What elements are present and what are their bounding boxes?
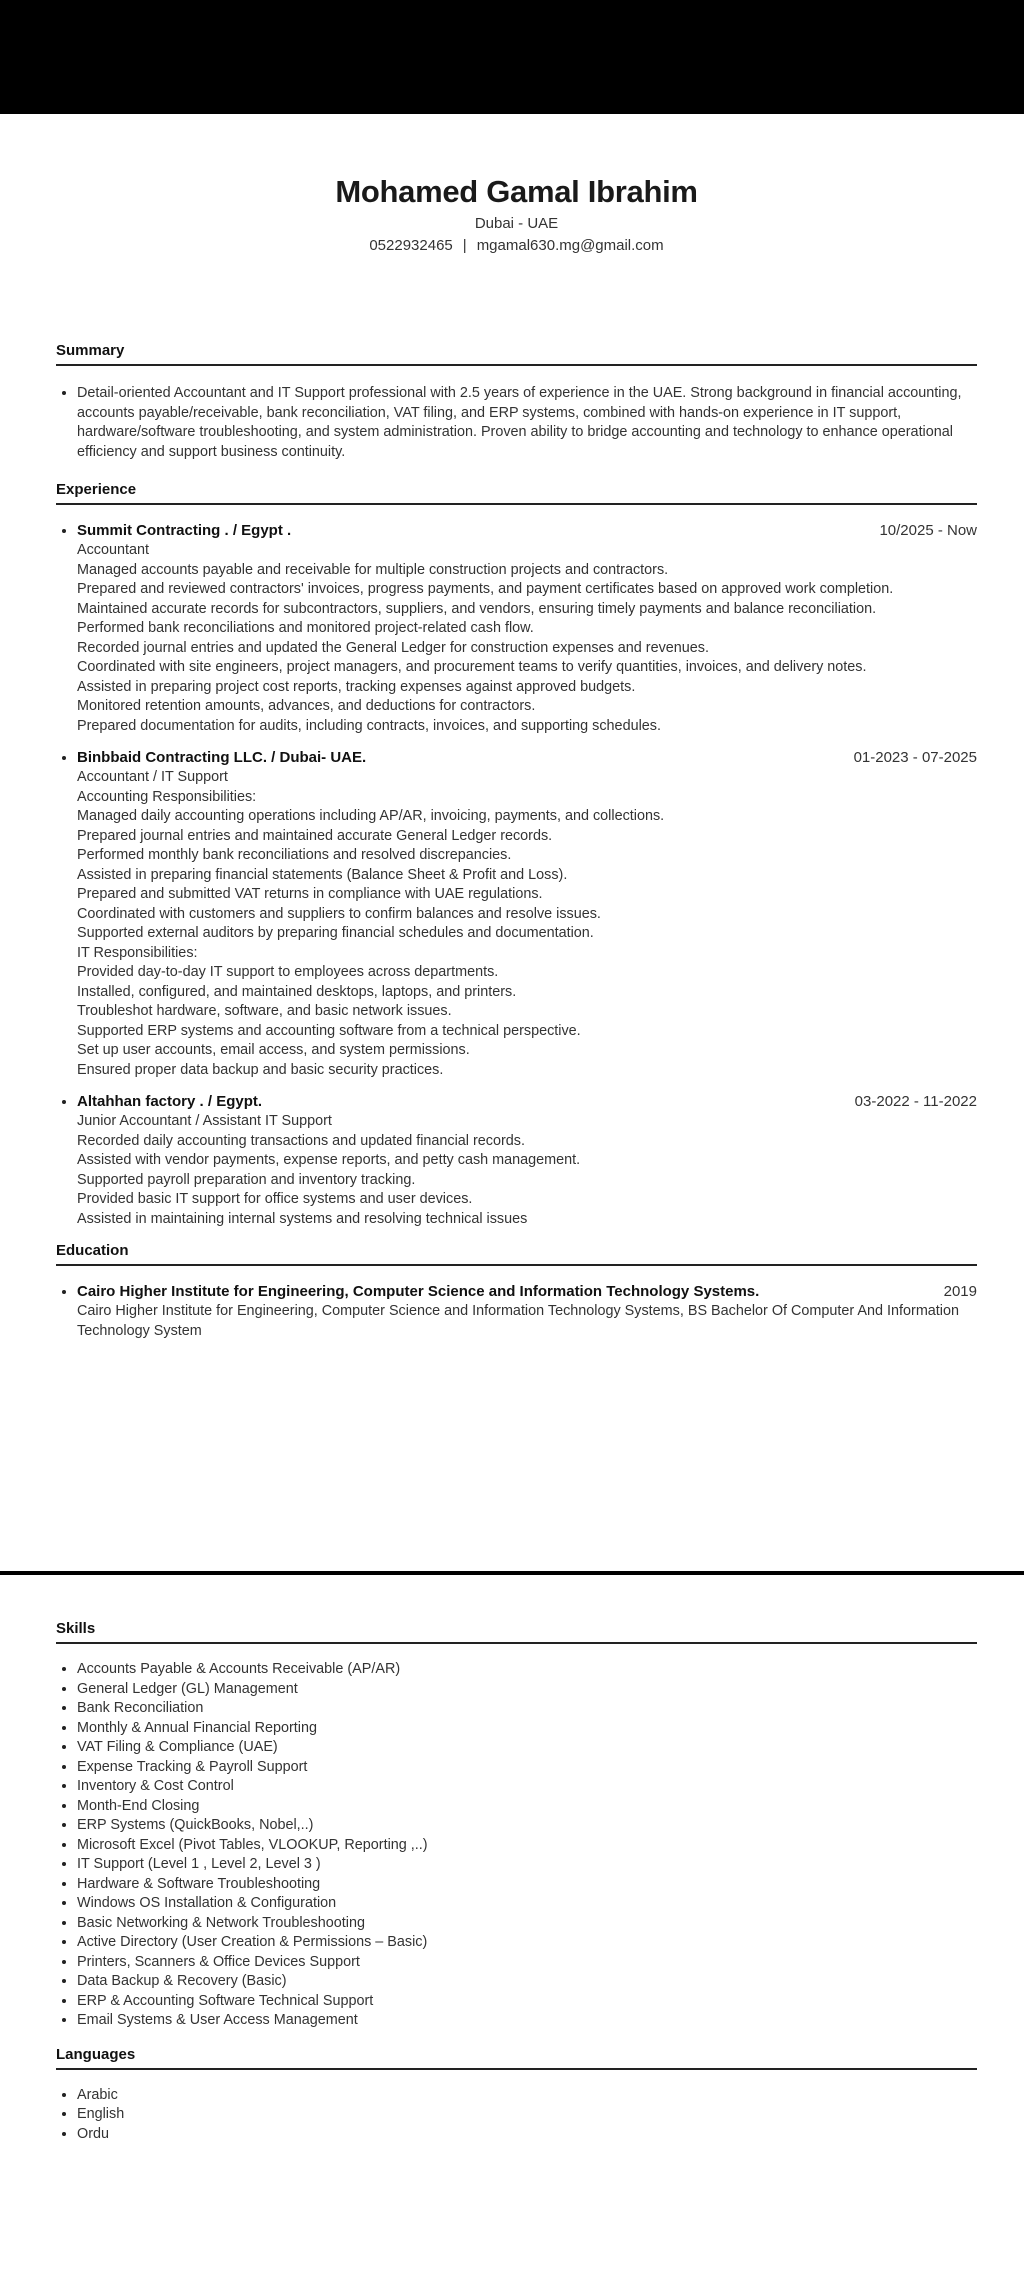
experience-item <box>77 748 977 1080</box>
top-black-bar <box>0 0 1024 114</box>
company-name: • Summit Contracting . / Egypt . <box>77 522 292 539</box>
job-dates: 03-2022 - 11-2022 <box>854 1093 977 1110</box>
skill-item: • Month-End Closing <box>77 1797 977 1817</box>
job-duty: Supported external auditors by preparing financial schedules and documentation. <box>77 925 594 941</box>
job-duty: Assisted in preparing project cost reports, tracking expenses against approved budgets. <box>77 678 636 695</box>
experience-item <box>77 1092 977 1229</box>
candidate-location: Dubai - UAE <box>474 215 559 232</box>
job-duty: Coordinated with site engineers, project managers, and procurement teams to verify quantities, invoices, and delivery notes. <box>77 659 867 675</box>
job-duty: Assisted in preparing financial statements (Balance Sheet & Profit and Loss). <box>77 866 568 883</box>
languages-section <box>56 2045 977 2145</box>
job-duty: Ensured proper data backup and basic security practices. <box>77 1061 444 1078</box>
skill-item: • Hardware & Software Troubleshooting <box>77 1875 977 1895</box>
resume-page-1 <box>56 114 977 1341</box>
job-duty: Installed, configured, and maintained desktops, laptops, and printers. <box>77 983 517 1000</box>
company-name: • Binbbaid Contracting LLC. / Dubai- UAE. <box>77 749 367 766</box>
job-role: Accountant / IT Support <box>77 769 228 785</box>
education-section <box>56 1241 977 1341</box>
school-name: • Cairo Higher Institute for Engineering, Computer Science and Information Technology Systems. <box>77 1283 760 1300</box>
summary-title: Summary <box>56 341 977 366</box>
skill-item: • Accounts Payable & Accounts Receivable (AP/AR) <box>77 1660 977 1680</box>
experience-list <box>56 521 977 1229</box>
languages-list <box>56 2086 977 2145</box>
company-name: • Altahhan factory . / Egypt. <box>77 1093 263 1110</box>
skills-list <box>56 1660 977 2031</box>
email-address: mgamal630.mg@gmail.com <box>476 237 664 254</box>
job-duty: Provided day-to-day IT support to employees across departments. <box>77 964 499 980</box>
job-duty: Monitored retention amounts, advances, and deductions for contractors. <box>77 698 536 714</box>
language-item: • Ordu <box>77 2125 977 2145</box>
job-duty: Supported payroll preparation and inventory tracking. <box>77 1171 416 1188</box>
job-duty: Recorded journal entries and updated the General Ledger for construction expenses and revenues. <box>77 639 710 656</box>
skill-item: • Printers, Scanners & Office Devices Support <box>77 1953 977 1973</box>
graduation-year: 2019 <box>943 1283 977 1300</box>
skill-item: • Expense Tracking & Payroll Support <box>77 1758 977 1778</box>
skill-item: • Monthly & Annual Financial Reporting <box>77 1719 977 1739</box>
skill-item: • Email Systems & User Access Management <box>77 2011 977 2031</box>
skill-item: • VAT Filing & Compliance (UAE) <box>77 1738 977 1758</box>
education-detail: Cairo Higher Institute for Engineering, Computer Science and Information Technology Systems, BS Bachelor Of Computer And Information Technology System <box>77 1303 960 1339</box>
languages-title: Languages <box>56 2045 977 2070</box>
job-duty: Recorded daily accounting transactions and updated financial records. <box>77 1132 525 1149</box>
job-duty: IT Responsibilities: <box>77 944 198 961</box>
experience-item <box>77 521 977 736</box>
skill-item: • Basic Networking & Network Troubleshooting <box>77 1914 977 1934</box>
job-duty: Accounting Responsibilities: <box>77 788 257 805</box>
experience-title: Experience <box>56 480 977 505</box>
job-dates: 10/2025 - Now <box>879 522 977 539</box>
skill-item: • Inventory & Cost Control <box>77 1777 977 1797</box>
phone-number: 0522932465 <box>369 237 453 254</box>
skill-item: • Microsoft Excel (Pivot Tables, VLOOKUP, Reporting ,..) <box>77 1836 977 1856</box>
contact-line <box>56 235 977 257</box>
skill-item: • Bank Reconciliation <box>77 1699 977 1719</box>
job-duty: Provided basic IT support for office systems and user devices. <box>77 1191 473 1207</box>
skill-item: • General Ledger (GL) Management <box>77 1680 977 1700</box>
job-duty: Managed accounts payable and receivable for multiple construction projects and contractors. <box>77 561 669 578</box>
job-duty: Performed bank reconciliations and monitored project-related cash flow. <box>77 620 534 636</box>
job-role: Accountant <box>77 542 150 558</box>
job-duty: Supported ERP systems and accounting software from a technical perspective. <box>77 1022 581 1039</box>
education-title: Education <box>56 1241 977 1266</box>
skill-item: • Windows OS Installation & Configuration <box>77 1894 977 1914</box>
experience-section <box>56 480 977 1229</box>
job-duty: Prepared and reviewed contractors' invoices, progress payments, and payment certificates based on approved work completion. <box>77 581 894 597</box>
education-item <box>77 1282 977 1341</box>
job-duty: Performed monthly bank reconciliations and resolved discrepancies. <box>77 847 512 863</box>
contact-separator: | <box>462 237 467 254</box>
job-duty: Set up user accounts, email access, and system permissions. <box>77 1042 470 1058</box>
summary-text: • Detail-oriented Accountant and IT Support professional with 2.5 years of experience in the UAE. Strong background in financial accounting, accounts payable/receivable, bank reconciliation, VAT filing, and ERP systems, combined with hands-on experience in IT support, hardware/software troubleshooting, and system administration. Proven ability to bridge accounting and technology to enhance operational efficiency and support business continuity. <box>77 384 977 462</box>
summary-section <box>56 341 977 462</box>
job-role: Junior Accountant / Assistant IT Support <box>77 1113 332 1129</box>
job-duty: Maintained accurate records for subcontractors, suppliers, and vendors, ensuring timely payments and balance reconciliation. <box>77 600 877 617</box>
job-duty: Troubleshot hardware, software, and basic network issues. <box>77 1003 452 1019</box>
job-duty: Managed daily accounting operations including AP/AR, invoicing, payments, and collections. <box>77 808 665 824</box>
skill-item: • Data Backup & Recovery (Basic) <box>77 1972 977 1992</box>
resume-page-2 <box>56 1575 977 2144</box>
language-item: • Arabic <box>77 2086 977 2106</box>
job-duty: Prepared documentation for audits, including contracts, invoices, and supporting schedules. <box>77 717 661 734</box>
job-duty: Assisted with vendor payments, expense reports, and petty cash management. <box>77 1152 581 1168</box>
job-duty: Coordinated with customers and suppliers to confirm balances and resolve issues. <box>77 905 601 922</box>
language-item: • English <box>77 2105 977 2125</box>
skill-item: • IT Support (Level 1 , Level 2, Level 3 ) <box>77 1855 977 1875</box>
resume-header <box>56 114 977 257</box>
job-duty: Assisted in maintaining internal systems and resolving technical issues <box>77 1210 528 1227</box>
job-dates: 01-2023 - 07-2025 <box>853 749 977 766</box>
skill-item: • Active Directory (User Creation & Permissions – Basic) <box>77 1933 977 1953</box>
skill-item: • ERP & Accounting Software Technical Support <box>77 1992 977 2012</box>
skills-title: Skills <box>56 1619 977 1644</box>
candidate-name: Mohamed Gamal Ibrahim <box>335 174 698 209</box>
job-duty: Prepared and submitted VAT returns in compliance with UAE regulations. <box>77 886 543 902</box>
skill-item: • ERP Systems (QuickBooks, Nobel,..) <box>77 1816 977 1836</box>
job-duty: Prepared journal entries and maintained accurate General Ledger records. <box>77 827 553 844</box>
skills-section <box>56 1619 977 2031</box>
